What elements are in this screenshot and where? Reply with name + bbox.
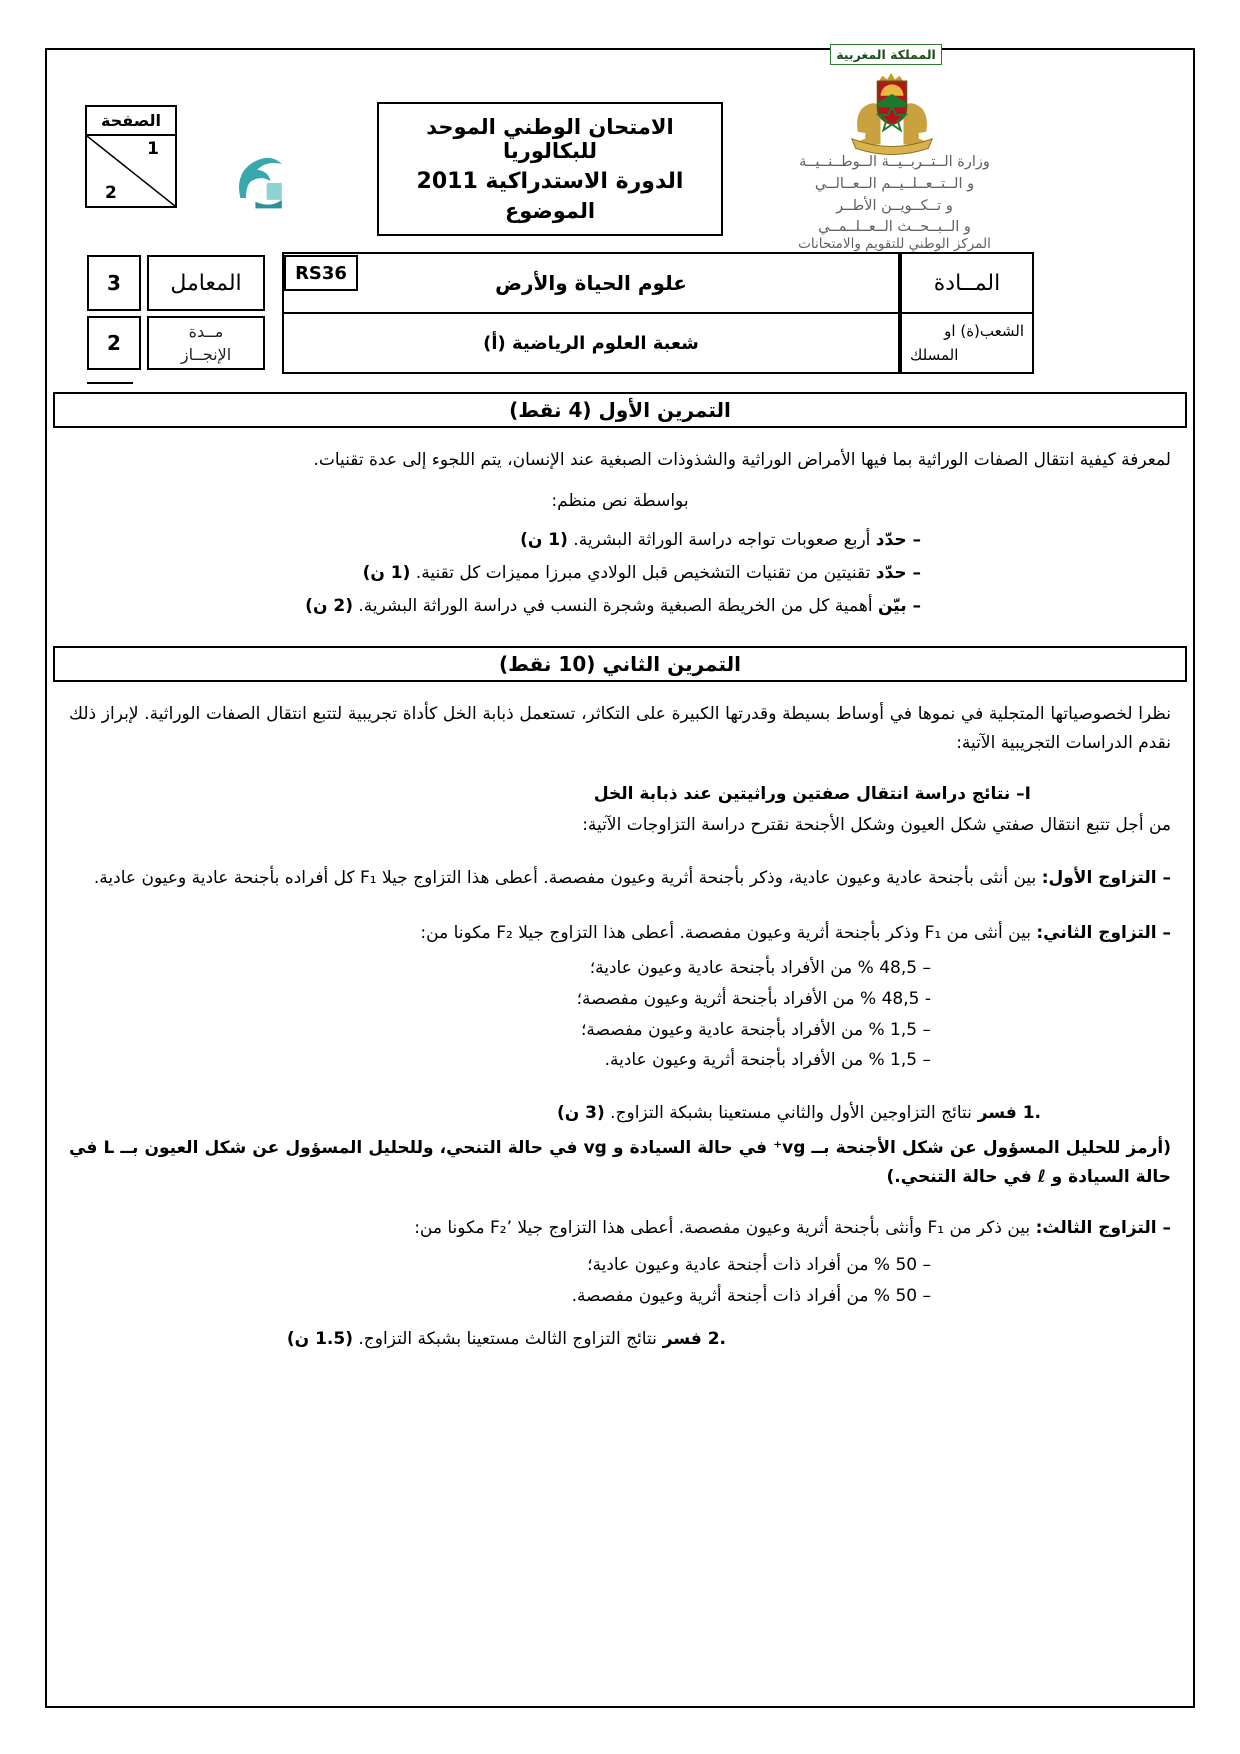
question-text: تقنيتين من تقنيات التشخيص قبل الولادي مبرزا مميزات كل تقنية. <box>410 562 876 583</box>
ministry-line: و الــتــعــلــيــم الــعــالــي <box>814 175 975 192</box>
cross-text: بين ذكر من F₁ وأنثى بأجنحة أثرية وعيون مفصصة. أعطى هذا التزاوج جيلا <box>511 1218 1036 1239</box>
track-label-line1: الشعب(ة) او <box>944 322 1024 341</box>
generation-symbol: F₂’ <box>489 1218 512 1239</box>
duration-label-line1: مــدة <box>188 322 224 341</box>
cross-text: بين أنثى بأجنحة عادية وعيون عادية، وذكر بأجنحة أثرية وعيون مفصصة. أعطى هذا التزاوج جيلا F₁ كل أفراده بأجنحة عادية وعيون عادية. <box>93 868 1042 889</box>
page-border-frame <box>45 48 1195 1708</box>
cross-2-paragraph <box>69 919 1171 948</box>
exercise2-part1-lead: من أجل تتبع انتقال صفتي شكل العيون وشكل الأجنحة نقترح دراسة التزاوجات الآتية: <box>582 815 1171 836</box>
question-points: (3 ن) <box>556 1103 605 1124</box>
coefficient-value: 3 <box>87 255 141 311</box>
page-current: 1 <box>147 139 159 159</box>
page-number-box <box>85 105 177 208</box>
cross-3-result: – 50 % من أفراد ذات أجنحة أثرية وعيون مفصصة. <box>571 1285 931 1306</box>
question-points: (1 ن) <box>362 562 411 583</box>
exercise1-body <box>53 428 1187 620</box>
exam-title-box <box>377 102 723 236</box>
question-points: (1.5 ن) <box>286 1328 353 1349</box>
subject-label: المــادة <box>900 252 1034 314</box>
exercise2-part1-title: I– نتائج دراسة انتقال صفتين وراثيتين عند ذبابة الخل <box>593 784 1031 805</box>
ministry-line: و تــكــويــن الأطــر <box>836 197 953 214</box>
cross-2-result: – 48,5 % من الأفراد بأجنحة عادية وعيون عادية؛ <box>589 957 931 978</box>
exam-title: الامتحان الوطني الموحد للبكالوريا <box>426 115 674 164</box>
exam-doc-type: الموضوع <box>504 198 596 223</box>
track-label-line2: المسلك <box>910 345 959 364</box>
ministry-line: و الــبــحــث الــعــلــمــي <box>818 219 971 236</box>
duration-label <box>147 316 265 370</box>
question-points: (2 ن) <box>305 595 353 616</box>
morocco-coat-of-arms-icon <box>844 70 940 152</box>
evaluation-center-name: المركز الوطني للتقويم والامتحانات <box>798 236 991 252</box>
cross-3-result: – 50 % من أفراد ذات أجنحة عادية وعيون عادية؛ <box>587 1254 931 1275</box>
exercise1-intro: لمعرفة كيفية انتقال الصفات الوراثية بما فيها الأمراض الوراثية والشذوذات الصبغية عند الإنسان، يتم اللجوء إلى عدة تقنيات. <box>313 450 1171 470</box>
exercise2-header: التمرين الثاني (10 نقط) <box>53 646 1187 682</box>
cross-label: – التزاوج الثاني: <box>1036 922 1171 943</box>
page-fraction-box <box>85 136 177 208</box>
cross-2-result: - 48,5 % من الأفراد بأجنحة أثرية وعيون مفصصة؛ <box>576 988 931 1009</box>
page-total: 2 <box>105 183 117 203</box>
question-text: نتائج التزاوج الثالث مستعينا بشبكة التزاوج. <box>352 1328 657 1349</box>
duration-label-line2: الإنجــاز <box>180 345 232 364</box>
exercise2-intro: نظرا لخصوصياتها المتجلية في نموها في أوساط بسيطة وقدرتها الكبيرة على التكاثر، تستعمل ذبابة الخل كأداة تجريبية لتتبع انتقال الصفات الوراثية. لإبراز ذلك نقدم الدراسات التجريبية الآتية: <box>69 704 1171 754</box>
cross-1-paragraph <box>69 864 1171 893</box>
question-points: (1 ن) <box>520 529 568 550</box>
question-verb: – حدّد <box>875 529 921 550</box>
exercise2-question-1 <box>69 1099 1171 1128</box>
track-value: شعبة العلوم الرياضية (أ) <box>282 312 900 374</box>
question-text: أربع صعوبات تواجه دراسة الوراثة البشرية. <box>567 529 876 550</box>
exercise2-body <box>53 682 1187 1353</box>
subject-value: علوم الحياة والأرض <box>282 252 900 314</box>
cross-text: بين أنثى من F₁ وذكر بأجنحة أثرية وعيون مفصصة. أعطى هذا التزاوج جيلا F₂ مكونا من: <box>420 922 1037 943</box>
question-number: 1. <box>1022 1103 1041 1124</box>
diagonal-line <box>87 136 175 206</box>
cross-2-result: – 1,5 % من الأفراد بأجنحة عادية وعيون مفصصة؛ <box>580 1019 931 1040</box>
ministry-line: وزارة الــتــربــيــة الــوطــنــيــة <box>799 154 990 170</box>
exercise1-question-1 <box>69 526 1171 555</box>
question-text: نتائج التزاوجين الأول والثاني مستعينا بشبكة التزاوج. <box>604 1103 972 1124</box>
cross-2-result: – 1,5 % من الأفراد بأجنحة أثرية وعيون عادية. <box>604 1050 931 1071</box>
evaluation-center-logo-icon <box>229 150 295 212</box>
exam-code: RS36 <box>284 255 358 291</box>
exercise1-question-2 <box>69 559 1171 588</box>
exercise1-header: التمرين الأول (4 نقط) <box>53 392 1187 428</box>
cross-label: – التزاوج الثالث: <box>1035 1218 1171 1239</box>
question-verb: – حدّد <box>875 562 921 583</box>
exercise1-question-3 <box>69 592 1171 621</box>
cross-3-paragraph <box>69 1214 1171 1243</box>
duration-value: 2 <box>87 316 141 370</box>
question-number: 2. <box>707 1328 726 1349</box>
question-text: أهمية كل من الخريطة الصبغية وشجرة النسب في دراسة الوراثة البشرية. <box>353 595 878 616</box>
allele-notation-note: (أرمز للحليل المسؤول عن شكل الأجنحة بــ vg⁺ في حالة السيادة و vg في حالة التنحي، وللحليل المسؤول عن شكل العيون بــ L في حالة السيادة و ℓ في حالة التنحي.) <box>69 1138 1172 1188</box>
cross-text: مكونا من: <box>414 1218 490 1239</box>
exam-session: الدورة الاستدراكية 2011 <box>416 168 684 194</box>
coefficient-label: المعامل <box>147 255 265 311</box>
page-label: الصفحة <box>85 105 177 136</box>
track-label <box>900 312 1034 374</box>
table-underline <box>87 382 133 384</box>
cross-label: – التزاوج الأول: <box>1041 868 1171 889</box>
question-verb: – بيّن <box>877 595 921 616</box>
ministry-name <box>742 152 1047 239</box>
question-verb: فسر <box>656 1328 708 1349</box>
exercise1-lead: بواسطة نص منظم: <box>551 490 689 511</box>
question-verb: فسر <box>971 1103 1023 1124</box>
kingdom-label: المملكة المغربية <box>830 44 942 65</box>
exercise2-question-2 <box>69 1325 1171 1354</box>
document-body <box>53 390 1187 1354</box>
